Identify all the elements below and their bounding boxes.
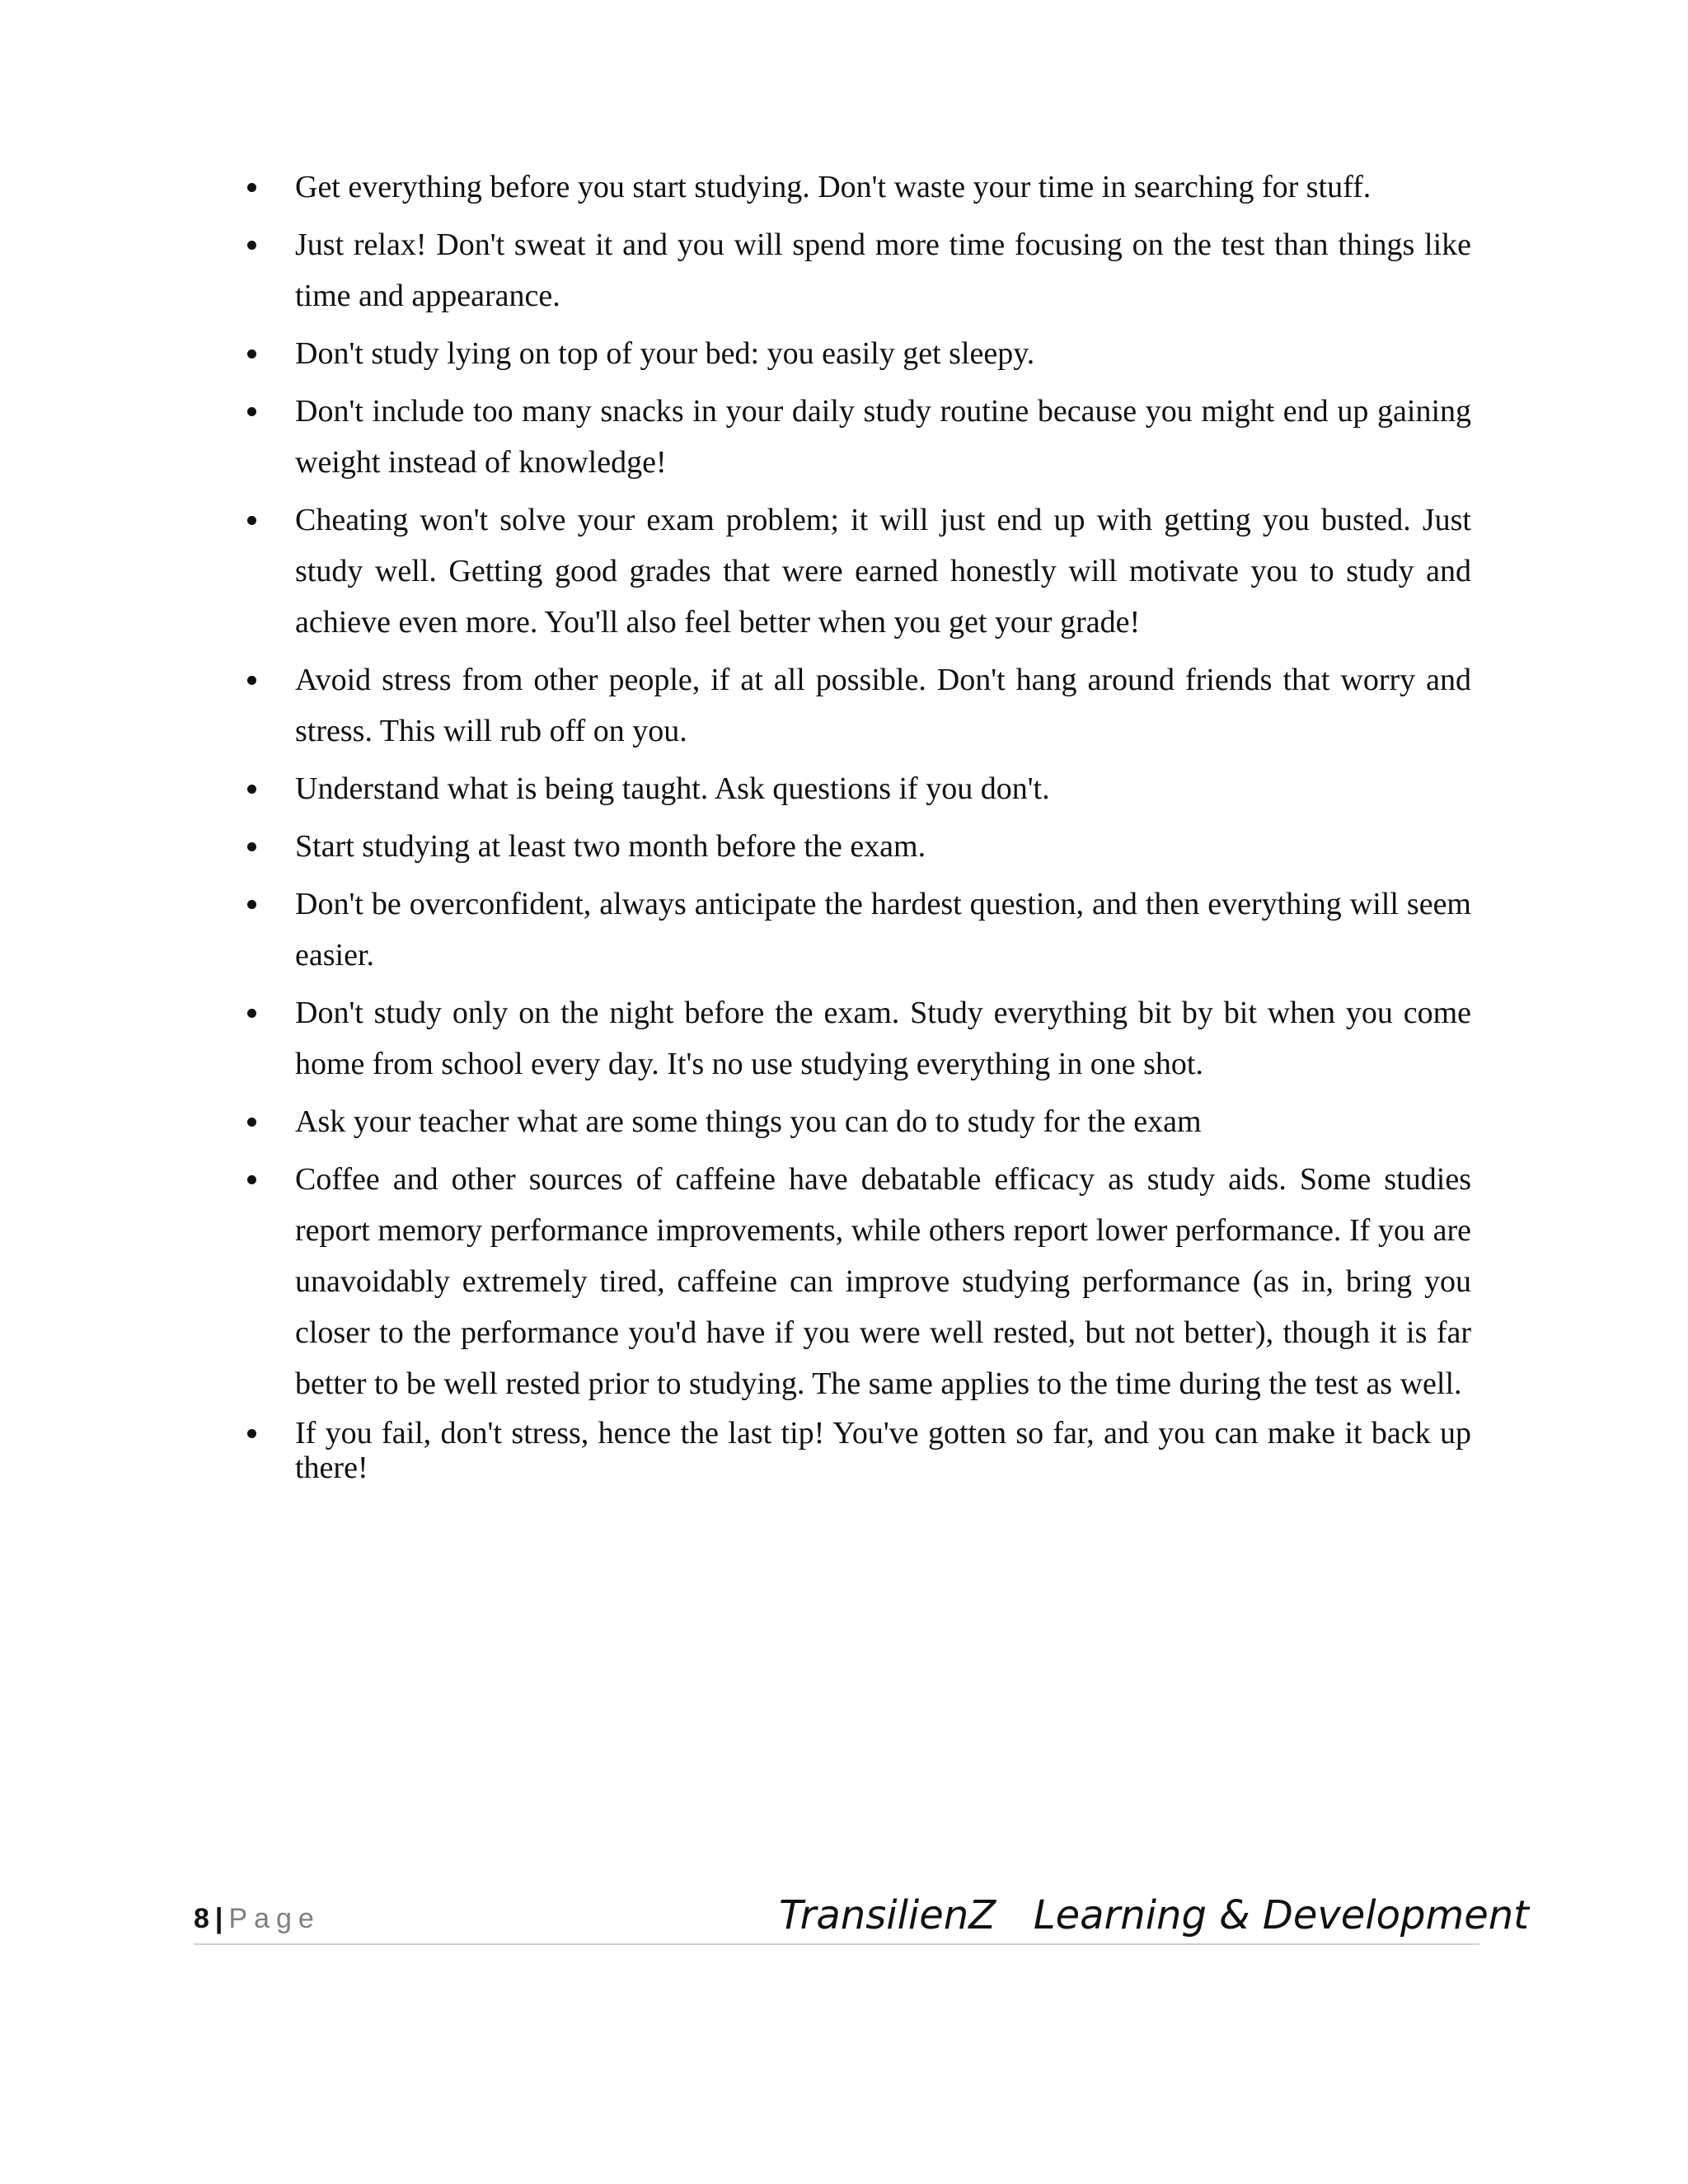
bullet-icon xyxy=(239,1154,295,1205)
list-item xyxy=(239,1416,1471,1485)
list-item-text: Just relax! Don't sweat it and you will spend more time focusing on the test than things like time and appearance. xyxy=(295,227,1471,313)
list-item xyxy=(239,879,1471,981)
list-item-text: Don't study lying on top of your bed: you easily get sleepy. xyxy=(295,336,1035,371)
list-item-text: Coffee and other sources of caffeine have debatable efficacy as study aids. Some studies report memory performance improvements, while others report lower performance. If you are unavoidably extremely tired, caffeine can improve studying performance (as in, bring you closer to the performance you'd have if you were well rested, but not better), though it is far better to be well rested prior to studying. The same applies to the time during the test as well. xyxy=(295,1162,1471,1401)
list-item-text: Don't study only on the night before the exam. Study everything bit by bit when you come home from school every day. It's no use studying everything in one shot. xyxy=(295,996,1471,1081)
bullet-icon xyxy=(239,1096,295,1147)
list-item xyxy=(239,494,1471,648)
bullet-icon xyxy=(239,879,295,930)
footer-brand: TransilienZ Learning & Development xyxy=(779,1892,1529,1938)
bullet-icon xyxy=(239,219,295,270)
bullet-icon xyxy=(239,386,295,437)
list-item xyxy=(239,386,1471,488)
list-item xyxy=(239,1154,1471,1409)
list-item-text: Avoid stress from other people, if at all possible. Don't hang around friends that worry and stress. This will rub off on you. xyxy=(295,663,1471,748)
bullet-icon xyxy=(239,987,295,1038)
list-item xyxy=(239,219,1471,321)
footer-divider xyxy=(194,1943,1479,1945)
list-item-text: Don't include too many snacks in your daily study routine because you might end up gaining weight instead of knowledge! xyxy=(295,394,1471,480)
list-item-text: Don't be overconfident, always anticipate the hardest question, and then everything will seem easier. xyxy=(295,887,1471,972)
page-number-value: 8 xyxy=(194,1903,210,1934)
page-label: Page xyxy=(228,1903,321,1934)
list-item-text: Start studying at least two month before the exam. xyxy=(295,829,926,864)
list-item-text: If you fail, don't stress, hence the last tip! You've gotten so far, and you can make it back up there! xyxy=(295,1416,1471,1485)
list-item xyxy=(239,162,1471,213)
bullet-icon xyxy=(239,821,295,872)
bullet-icon xyxy=(239,1416,295,1451)
list-item xyxy=(239,654,1471,757)
list-item xyxy=(239,763,1471,814)
list-item xyxy=(239,821,1471,872)
list-item xyxy=(239,1096,1471,1147)
list-item-text: Cheating won't solve your exam problem; it will just end up with getting you busted. Just study well. Getting good grades that were earned honestly will motivate you to study and achieve even more. You'll also feel better when you get your grade! xyxy=(295,503,1471,640)
page-number xyxy=(194,1903,321,1935)
list-item-text: Understand what is being taught. Ask questions if you don't. xyxy=(295,771,1050,806)
list-item-text: Ask your teacher what are some things you can do to study for the exam xyxy=(295,1104,1202,1139)
bullet-icon xyxy=(239,162,295,213)
list-item xyxy=(239,328,1471,379)
list-item xyxy=(239,987,1471,1090)
bullet-icon xyxy=(239,654,295,705)
list-item-text: Get everything before you start studying. Don't waste your time in searching for stuff. xyxy=(295,170,1372,204)
bullet-icon xyxy=(239,328,295,379)
bullet-icon xyxy=(239,763,295,814)
tips-list xyxy=(239,162,1471,1492)
page-footer xyxy=(194,1892,1529,1945)
page-separator: | xyxy=(214,1903,224,1934)
bullet-icon xyxy=(239,494,295,546)
